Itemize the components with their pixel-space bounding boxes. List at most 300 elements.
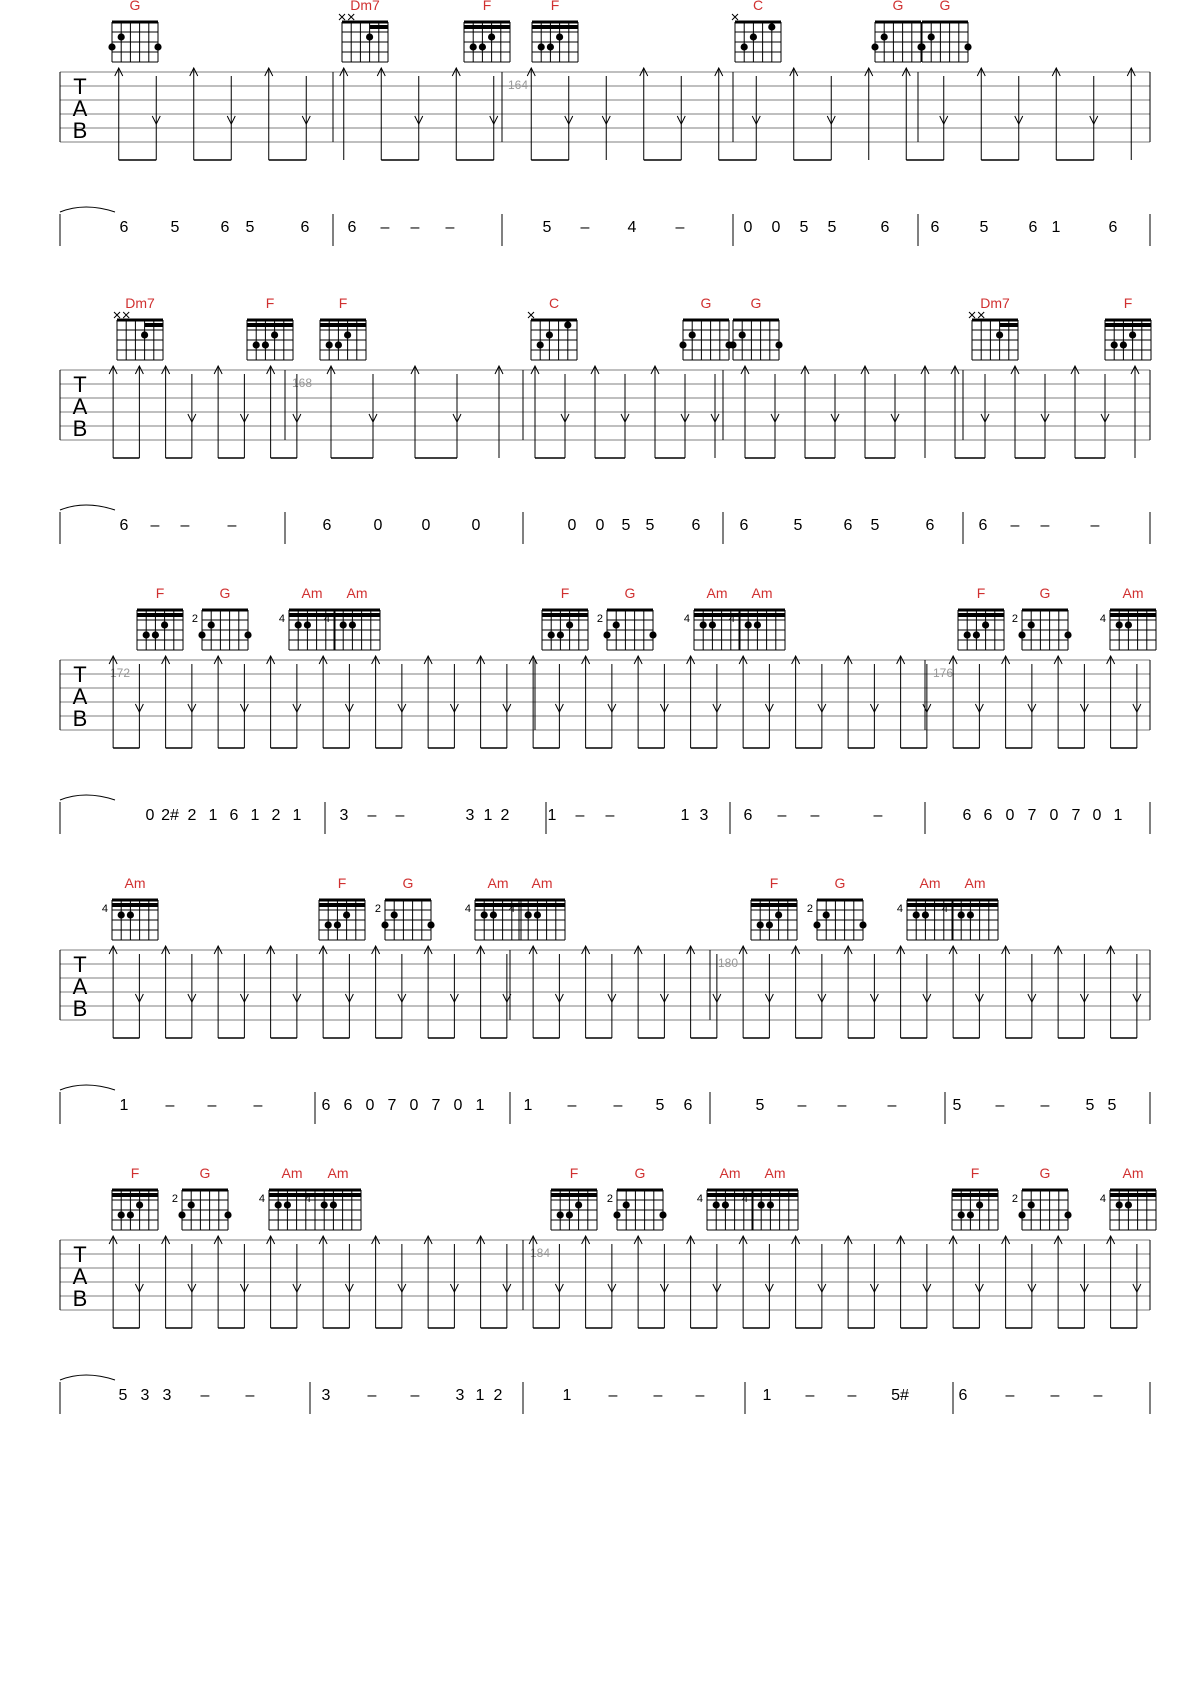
note-number: 5 bbox=[979, 219, 989, 236]
note-number: 6 bbox=[691, 517, 701, 534]
finger-dot bbox=[108, 43, 115, 50]
extension-dash: – bbox=[567, 1097, 577, 1114]
barre-mark bbox=[112, 903, 158, 907]
tab-staff bbox=[60, 660, 1150, 731]
finger-dot bbox=[224, 1211, 231, 1218]
chord-diagram bbox=[679, 320, 732, 360]
finger-dot bbox=[548, 631, 555, 638]
measure-number: 168 bbox=[292, 376, 313, 390]
note-number: 0 bbox=[1049, 807, 1059, 824]
chord-f-1-2 bbox=[320, 295, 366, 360]
note-number: 5 bbox=[245, 219, 255, 236]
note-number: 6 bbox=[1028, 219, 1038, 236]
finger-dot bbox=[922, 911, 929, 918]
note-number: 2 bbox=[493, 1387, 503, 1404]
tab-clef-a: A bbox=[72, 1264, 88, 1289]
note-number: 0 bbox=[471, 517, 481, 534]
chord-diagram bbox=[320, 320, 366, 360]
chord-name: F bbox=[769, 875, 779, 891]
finger-dot bbox=[859, 921, 866, 928]
chord-am-3-0 bbox=[102, 875, 158, 940]
extension-dash: – bbox=[253, 1097, 263, 1114]
finger-dot bbox=[758, 1201, 765, 1208]
tab-clef-b: B bbox=[72, 1286, 88, 1311]
chord-f-0-2 bbox=[464, 0, 510, 62]
note-number: 6 bbox=[321, 1097, 331, 1114]
note-number: 1 bbox=[483, 807, 493, 824]
note-number: 6 bbox=[739, 517, 749, 534]
finger-dot bbox=[340, 621, 347, 628]
extension-dash: – bbox=[180, 517, 190, 534]
extension-dash: – bbox=[1050, 1387, 1060, 1404]
fret-position-label: 4 bbox=[683, 613, 690, 625]
tie-arc bbox=[60, 1085, 115, 1090]
chord-name: Am bbox=[706, 585, 728, 601]
finger-dot bbox=[141, 331, 148, 338]
note-number: 6 bbox=[925, 517, 935, 534]
chord-name: G bbox=[219, 585, 231, 601]
chord-name: F bbox=[130, 1165, 140, 1181]
chord-name: F bbox=[155, 585, 165, 601]
extension-dash: – bbox=[395, 807, 405, 824]
finger-dot bbox=[1111, 341, 1118, 348]
chord-diagram bbox=[542, 610, 588, 650]
chord-name: G bbox=[1039, 585, 1051, 601]
chord-f-4-4 bbox=[551, 1165, 597, 1230]
note-number: 5 bbox=[621, 517, 631, 534]
chord-name: G bbox=[939, 0, 951, 13]
finger-dot bbox=[566, 1211, 573, 1218]
finger-dot bbox=[958, 1211, 965, 1218]
note-number: 5 bbox=[793, 517, 803, 534]
chord-diagram bbox=[1105, 320, 1151, 360]
chord-g-4-9 bbox=[1012, 1165, 1072, 1230]
tab-clef-a: A bbox=[72, 974, 88, 999]
barre-mark bbox=[532, 25, 578, 29]
chord-diagram bbox=[137, 610, 183, 650]
chord-name: F bbox=[337, 875, 347, 891]
note-number: 1 bbox=[292, 807, 302, 824]
tab-system-5 bbox=[60, 1236, 1150, 1414]
barre-mark bbox=[952, 1193, 998, 1197]
finger-dot bbox=[1028, 621, 1035, 628]
chord-f-2-8 bbox=[958, 585, 1004, 650]
finger-dot bbox=[623, 1201, 630, 1208]
measure-number: 176 bbox=[933, 666, 954, 680]
barre-mark bbox=[315, 1193, 361, 1197]
tab-clef-b: B bbox=[72, 706, 88, 731]
extension-dash: – bbox=[995, 1097, 1005, 1114]
extension-dash: – bbox=[797, 1097, 807, 1114]
chord-g-4-5 bbox=[607, 1165, 667, 1230]
note-number: 6 bbox=[930, 219, 940, 236]
finger-dot bbox=[321, 1201, 328, 1208]
mute-icon bbox=[123, 312, 129, 318]
extension-dash: – bbox=[165, 1097, 175, 1114]
barre-mark bbox=[1105, 323, 1151, 327]
extension-dash: – bbox=[200, 1387, 210, 1404]
note-number: 6 bbox=[347, 219, 357, 236]
tab-clef-t: T bbox=[73, 662, 87, 687]
note-number: 6 bbox=[1108, 219, 1118, 236]
chord-name: Am bbox=[281, 1165, 303, 1181]
chord-diagram bbox=[172, 1190, 232, 1230]
finger-dot bbox=[1018, 631, 1025, 638]
finger-dot bbox=[1125, 1201, 1132, 1208]
finger-dot bbox=[161, 621, 168, 628]
finger-dot bbox=[659, 1211, 666, 1218]
note-number: 5 bbox=[1107, 1097, 1117, 1114]
tab-clef-b: B bbox=[72, 118, 88, 143]
tab-staff bbox=[60, 950, 1150, 1021]
finger-dot bbox=[334, 921, 341, 928]
note-number: 5 bbox=[645, 517, 655, 534]
note-number: 0 bbox=[771, 219, 781, 236]
finger-dot bbox=[967, 911, 974, 918]
chord-g-2-5 bbox=[597, 585, 657, 650]
chord-name: Dm7 bbox=[980, 295, 1010, 311]
note-number: 6 bbox=[322, 517, 332, 534]
chord-name: F bbox=[560, 585, 570, 601]
finger-dot bbox=[136, 1201, 143, 1208]
tie-arc bbox=[60, 207, 115, 212]
note-number: 0 bbox=[145, 807, 155, 824]
note-number: 0 bbox=[595, 517, 605, 534]
chord-f-4-0 bbox=[112, 1165, 158, 1230]
extension-dash: – bbox=[653, 1387, 663, 1404]
finger-dot bbox=[613, 1211, 620, 1218]
fret-position-label: 4 bbox=[941, 903, 948, 915]
finger-dot bbox=[325, 921, 332, 928]
tab-staff bbox=[60, 72, 1150, 143]
note-number: 3 bbox=[465, 807, 475, 824]
finger-dot bbox=[253, 341, 260, 348]
finger-dot bbox=[271, 331, 278, 338]
finger-dot bbox=[881, 33, 888, 40]
chord-diagram bbox=[247, 320, 293, 360]
note-number: 0 bbox=[1005, 807, 1015, 824]
barre-mark bbox=[739, 613, 785, 617]
tie-arc bbox=[60, 795, 115, 800]
note-number: 6 bbox=[843, 517, 853, 534]
note-number: 6 bbox=[119, 517, 129, 534]
finger-dot bbox=[973, 631, 980, 638]
finger-dot bbox=[349, 621, 356, 628]
numbered-notation bbox=[60, 1375, 1150, 1414]
extension-dash: – bbox=[410, 1387, 420, 1404]
chord-f-4-8 bbox=[952, 1165, 998, 1230]
chord-name: F bbox=[970, 1165, 980, 1181]
barre-mark bbox=[464, 25, 510, 29]
chord-f-3-5 bbox=[751, 875, 797, 940]
barre-mark bbox=[319, 903, 365, 907]
chord-diagram bbox=[1012, 610, 1072, 650]
chord-diagram bbox=[102, 900, 158, 940]
note-number: 6 bbox=[229, 807, 239, 824]
tab-clef-a: A bbox=[72, 96, 88, 121]
chord-diagram bbox=[732, 14, 781, 62]
finger-dot bbox=[534, 911, 541, 918]
chord-f-0-3 bbox=[532, 0, 578, 62]
finger-dot bbox=[118, 911, 125, 918]
finger-dot bbox=[713, 1201, 720, 1208]
note-number: 7 bbox=[1027, 807, 1037, 824]
extension-dash: – bbox=[805, 1387, 815, 1404]
note-number: 2 bbox=[271, 807, 281, 824]
finger-dot bbox=[741, 43, 748, 50]
tab-staff bbox=[60, 1240, 1150, 1311]
chord-diagram bbox=[751, 900, 797, 940]
fret-position-label: 4 bbox=[1099, 1193, 1106, 1205]
chord-diagram bbox=[952, 1190, 998, 1230]
chord-name: G bbox=[700, 295, 712, 311]
finger-dot bbox=[928, 33, 935, 40]
finger-dot bbox=[750, 33, 757, 40]
fret-position-label: 4 bbox=[278, 613, 285, 625]
fret-position-label: 2 bbox=[596, 613, 603, 625]
note-number: 3 bbox=[699, 807, 709, 824]
finger-dot bbox=[913, 911, 920, 918]
fret-position-label: 2 bbox=[191, 613, 198, 625]
chord-diagram bbox=[112, 1190, 158, 1230]
finger-dot bbox=[768, 23, 775, 30]
note-number: 5 bbox=[870, 517, 880, 534]
barre-mark bbox=[519, 903, 565, 907]
note-number: 7 bbox=[387, 1097, 397, 1114]
chord-f-2-0 bbox=[137, 585, 183, 650]
chord-g-0-5 bbox=[871, 0, 924, 62]
fret-position-label: 2 bbox=[171, 1193, 178, 1205]
finger-dot bbox=[557, 1211, 564, 1218]
note-number: 0 bbox=[567, 517, 577, 534]
finger-dot bbox=[982, 621, 989, 628]
chord-f-2-4 bbox=[542, 585, 588, 650]
finger-dot bbox=[391, 911, 398, 918]
note-number: 0 bbox=[409, 1097, 419, 1114]
chord-diagram bbox=[871, 22, 924, 62]
finger-dot bbox=[152, 631, 159, 638]
tab-staff bbox=[60, 370, 1150, 441]
chord-name: Dm7 bbox=[125, 295, 155, 311]
finger-dot bbox=[538, 43, 545, 50]
chord-diagram bbox=[551, 1190, 597, 1230]
chord-diagram bbox=[1012, 1190, 1072, 1230]
chord-diagram bbox=[528, 312, 577, 360]
numbered-notation bbox=[60, 505, 1150, 544]
extension-dash: – bbox=[810, 807, 820, 824]
mute-icon bbox=[978, 312, 984, 318]
extension-dash: – bbox=[605, 807, 615, 824]
finger-dot bbox=[958, 911, 965, 918]
barre-mark bbox=[1110, 1193, 1156, 1197]
finger-dot bbox=[745, 621, 752, 628]
finger-dot bbox=[143, 631, 150, 638]
chord-name: C bbox=[752, 0, 764, 13]
note-number: 6 bbox=[683, 1097, 693, 1114]
finger-dot bbox=[470, 43, 477, 50]
barre-mark bbox=[752, 1193, 798, 1197]
chord-name: Am bbox=[531, 875, 553, 891]
note-number: 2# bbox=[161, 807, 179, 824]
extension-dash: – bbox=[207, 1097, 217, 1114]
finger-dot bbox=[366, 33, 373, 40]
note-number: 1 bbox=[475, 1097, 485, 1114]
finger-dot bbox=[537, 341, 544, 348]
finger-dot bbox=[343, 911, 350, 918]
tab-clef-b: B bbox=[72, 996, 88, 1021]
barre-mark bbox=[1000, 323, 1018, 327]
finger-dot bbox=[326, 341, 333, 348]
chord-g-0-6 bbox=[918, 0, 971, 62]
chord-g-0-0 bbox=[108, 0, 161, 62]
chord-diagram bbox=[339, 14, 388, 62]
chord-g-2-1 bbox=[192, 585, 252, 650]
extension-dash: – bbox=[367, 807, 377, 824]
finger-dot bbox=[304, 621, 311, 628]
finger-dot bbox=[178, 1211, 185, 1218]
note-number: 6 bbox=[300, 219, 310, 236]
chord-name: Am bbox=[301, 585, 323, 601]
finger-dot bbox=[1018, 1211, 1025, 1218]
chord-name: G bbox=[129, 0, 141, 13]
chord-diagram bbox=[607, 1190, 667, 1230]
finger-dot bbox=[722, 1201, 729, 1208]
chord-name: C bbox=[548, 295, 560, 311]
barre-mark bbox=[542, 613, 588, 617]
finger-dot bbox=[918, 43, 925, 50]
extension-dash: – bbox=[837, 1097, 847, 1114]
chord-name: Am bbox=[124, 875, 146, 891]
note-number: 4 bbox=[627, 219, 637, 236]
finger-dot bbox=[767, 1201, 774, 1208]
note-number: 5# bbox=[891, 1387, 909, 1404]
mute-icon bbox=[348, 14, 354, 20]
extension-dash: – bbox=[445, 219, 455, 236]
finger-dot bbox=[1028, 1201, 1035, 1208]
extension-dash: – bbox=[873, 807, 883, 824]
chord-f-1-7 bbox=[1105, 295, 1151, 360]
chord-dm7-1-0 bbox=[114, 295, 163, 360]
chord-diagram bbox=[807, 900, 867, 940]
barre-mark bbox=[334, 613, 380, 617]
chord-name: Am bbox=[487, 875, 509, 891]
fret-position-label: 4 bbox=[741, 1193, 748, 1205]
chord-diagram bbox=[108, 22, 161, 62]
barre-mark bbox=[145, 323, 163, 327]
finger-dot bbox=[823, 911, 830, 918]
finger-dot bbox=[154, 43, 161, 50]
barre-mark bbox=[370, 25, 388, 29]
extension-dash: – bbox=[580, 219, 590, 236]
finger-dot bbox=[1125, 621, 1132, 628]
finger-dot bbox=[118, 1211, 125, 1218]
finger-dot bbox=[1064, 631, 1071, 638]
chord-name: Am bbox=[919, 875, 941, 891]
chord-name: Am bbox=[327, 1165, 349, 1181]
chord-diagram bbox=[958, 610, 1004, 650]
note-number: 1 bbox=[250, 807, 260, 824]
finger-dot bbox=[127, 911, 134, 918]
finger-dot bbox=[1129, 331, 1136, 338]
barre-mark bbox=[112, 1193, 158, 1197]
fret-position-label: 4 bbox=[304, 1193, 311, 1205]
finger-dot bbox=[729, 341, 736, 348]
extension-dash: – bbox=[245, 1387, 255, 1404]
barre-mark bbox=[137, 613, 183, 617]
finger-dot bbox=[976, 1201, 983, 1208]
chord-name: Am bbox=[346, 585, 368, 601]
finger-dot bbox=[566, 621, 573, 628]
note-number: 3 bbox=[162, 1387, 172, 1404]
barre-mark bbox=[551, 1193, 597, 1197]
finger-dot bbox=[613, 621, 620, 628]
numbered-notation bbox=[60, 207, 1150, 246]
tie-arc bbox=[60, 1375, 115, 1380]
chord-name: G bbox=[402, 875, 414, 891]
chord-name: F bbox=[550, 0, 560, 13]
finger-dot bbox=[488, 33, 495, 40]
note-number: 6 bbox=[343, 1097, 353, 1114]
note-number: 0 bbox=[453, 1097, 463, 1114]
chord-am-4-10 bbox=[1100, 1165, 1156, 1230]
finger-dot bbox=[335, 341, 342, 348]
note-number: 5 bbox=[755, 1097, 765, 1114]
note-number: 6 bbox=[978, 517, 988, 534]
extension-dash: – bbox=[887, 1097, 897, 1114]
numbered-notation bbox=[60, 1085, 1150, 1124]
finger-dot bbox=[330, 1201, 337, 1208]
extension-dash: – bbox=[1010, 517, 1020, 534]
note-number: 1 bbox=[1051, 219, 1061, 236]
finger-dot bbox=[709, 621, 716, 628]
chord-name: F bbox=[482, 0, 492, 13]
finger-dot bbox=[546, 331, 553, 338]
chord-c-0-4 bbox=[732, 0, 781, 62]
chord-g-1-4 bbox=[679, 295, 732, 360]
note-number: 6 bbox=[119, 219, 129, 236]
mute-icon bbox=[732, 14, 738, 20]
note-number: 5 bbox=[827, 219, 837, 236]
note-number: 1 bbox=[523, 1097, 533, 1114]
extension-dash: – bbox=[1005, 1387, 1015, 1404]
extension-dash: – bbox=[777, 807, 787, 824]
finger-dot bbox=[188, 1201, 195, 1208]
finger-dot bbox=[295, 621, 302, 628]
barre-mark bbox=[958, 613, 1004, 617]
finger-dot bbox=[381, 921, 388, 928]
tie-arc bbox=[60, 505, 115, 510]
chord-name: Am bbox=[1122, 585, 1144, 601]
fret-position-label: 4 bbox=[464, 903, 471, 915]
tab-clef-t: T bbox=[73, 1242, 87, 1267]
chord-name: Am bbox=[719, 1165, 741, 1181]
chord-diagram bbox=[1100, 1190, 1156, 1230]
chord-dm7-0-1 bbox=[339, 0, 388, 62]
barre-mark bbox=[952, 903, 998, 907]
finger-dot bbox=[557, 631, 564, 638]
finger-dot bbox=[208, 621, 215, 628]
extension-dash: – bbox=[410, 219, 420, 236]
note-number: 0 bbox=[1092, 807, 1102, 824]
barre-mark bbox=[1110, 613, 1156, 617]
chord-name: F bbox=[265, 295, 275, 311]
chord-diagram bbox=[597, 610, 657, 650]
finger-dot bbox=[127, 1211, 134, 1218]
finger-dot bbox=[244, 631, 251, 638]
note-number: 1 bbox=[762, 1387, 772, 1404]
note-number: 1 bbox=[208, 807, 218, 824]
finger-dot bbox=[490, 911, 497, 918]
